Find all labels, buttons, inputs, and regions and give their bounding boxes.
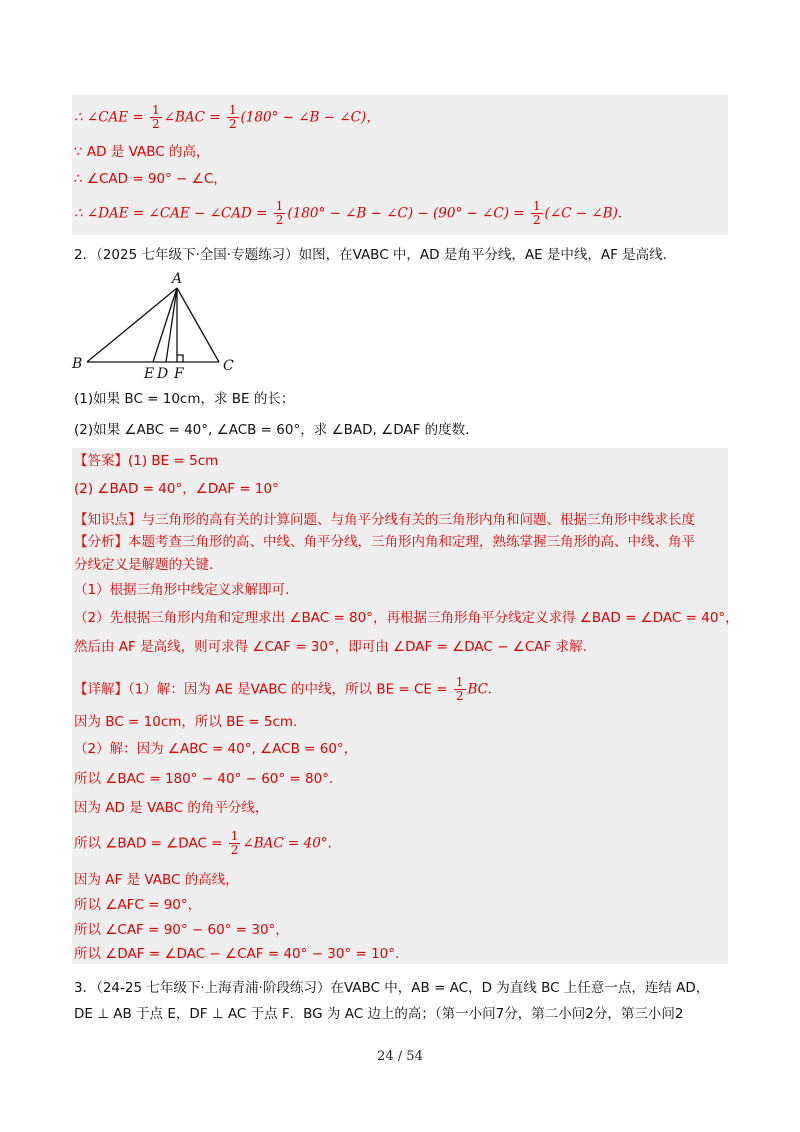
answer-label: 【答案】 [74, 453, 128, 469]
problem-3-line-2: DE ⊥ AB 于点 E，DF ⊥ AC 于点 F．BG 为 AC 边上的高；（第一小问7分，第二小问2分，第三小问2 [74, 1006, 684, 1022]
detail-line-10: 所以 ∠DAF = ∠DAC − ∠CAF = 40° − 30° = 10°. [74, 946, 400, 962]
answer-1: (1) BE = 5cm [128, 453, 219, 469]
problem-2-stem: 2．（2025 七年级下·全国·专题练习）如图，在VABC 中，AD 是角平分线，AE 是中线，AF 是高线. [74, 247, 667, 263]
detail-line-7: 因为 AF 是 VABC 的高线， [74, 872, 239, 888]
detail-line-6: 所以 ∠BAD = ∠DAC = $\frac{1}{2}$ ∠BAC = 40°. [74, 829, 332, 857]
solution-line-1: ∴ ∠CAE = $\frac{1}{2}$ ∠BAC = $\frac{1}{2}$ (180° − ∠B − ∠C)， [74, 103, 380, 131]
solution-line-2: ∵ AD 是 VABC 的高， [74, 144, 210, 160]
detail-line-5: 因为 AD 是 VABC 的角平分线， [74, 800, 269, 816]
question-1: (1)如果 BC = 10cm，求 BE 的长； [74, 391, 295, 407]
analysis-line-4: （2）先根据三角形内角和定理求出 ∠BAC = 80°，再根据三角形角平分线定义求得 ∠BAD = ∠DAC = 40°， [74, 610, 739, 626]
label-a: A [172, 271, 183, 287]
fraction: $\frac{1}{2}$ [152, 103, 160, 131]
segment-ac [177, 288, 219, 362]
fraction: $\frac{1}{2}$ [532, 199, 541, 227]
segment-ad [166, 288, 177, 362]
question-2: (2)如果 ∠ABC = 40°, ∠ACB = 60°，求 ∠BAD, ∠DAF 的度数. [74, 422, 470, 438]
analysis-line-3: （1）根据三角形中线定义求解即可. [74, 582, 290, 598]
detail-line-3: （2）解：因为 ∠ABC = 40°, ∠ACB = 60°， [74, 741, 358, 757]
solution-line-4: ∴ ∠DAE = ∠CAE − ∠CAD = $\frac{1}{2}$ (180° − ∠B − ∠C) − (90° − ∠C) = $\frac{1}{2}$ (∠C − ∠B). [74, 199, 623, 227]
fraction: $\frac{1}{2}$ [228, 103, 237, 131]
analysis-line-2: 分线定义是解题的关键. [74, 557, 214, 573]
label-d: D [157, 366, 169, 380]
answer-line-1 [74, 452, 218, 470]
detail-line-4: 所以 ∠BAC = 180° − 40° − 60° = 80°. [74, 771, 334, 787]
detail-line-8: 所以 ∠AFC = 90°， [74, 897, 202, 913]
answer-2: (2) ∠BAD = 40°，∠DAF = 10° [74, 481, 279, 497]
segment-ae [153, 288, 177, 362]
detail-line-9: 所以 ∠CAF = 90° − 60° = 30°， [74, 922, 289, 938]
segment-ab [87, 288, 177, 362]
analysis-line-5: 然后由 AF 是高线，则可求得 ∠CAF = 30°，即可由 ∠DAF = ∠DAC − ∠CAF 求解. [74, 639, 587, 655]
label-c: C [223, 358, 234, 374]
detail-line-1: 【详解】（1）解：因为 AE 是VABC 的中线，所以 BE = CE = $\frac{1}{2}$ BC. [74, 675, 492, 703]
label-f: F [174, 366, 184, 380]
problem-3-line-1: 3．（24-25 七年级下·上海青浦·阶段练习）在VABC 中，AB = AC，D 为直线 BC 上任意一点，连结 AD， [74, 980, 710, 996]
solution-line-3: ∴ ∠CAD = 90° − ∠C， [74, 171, 227, 187]
fraction: $\frac{1}{2}$ [230, 829, 239, 857]
label-e: E [144, 366, 155, 380]
right-angle-mark [177, 355, 183, 362]
label-b: B [72, 356, 83, 372]
fraction: $\frac{1}{2}$ [275, 199, 284, 227]
fraction: $\frac{1}{2}$ [455, 675, 464, 703]
knowledge-point: 【知识点】与三角形的高有关的计算问题、与角平分线有关的三角形内角和问题、根据三角形中线求长度 [74, 512, 695, 528]
page-number: 24 / 54 [377, 1049, 423, 1064]
detail-line-2: 因为 BC = 10cm，所以 BE = 5cm. [74, 714, 298, 730]
triangle-figure [66, 268, 256, 380]
analysis-line-1: 【分析】本题考查三角形的高、中线、角平分线，三角形内角和定理，熟练掌握三角形的高、中线、角平 [74, 534, 695, 550]
